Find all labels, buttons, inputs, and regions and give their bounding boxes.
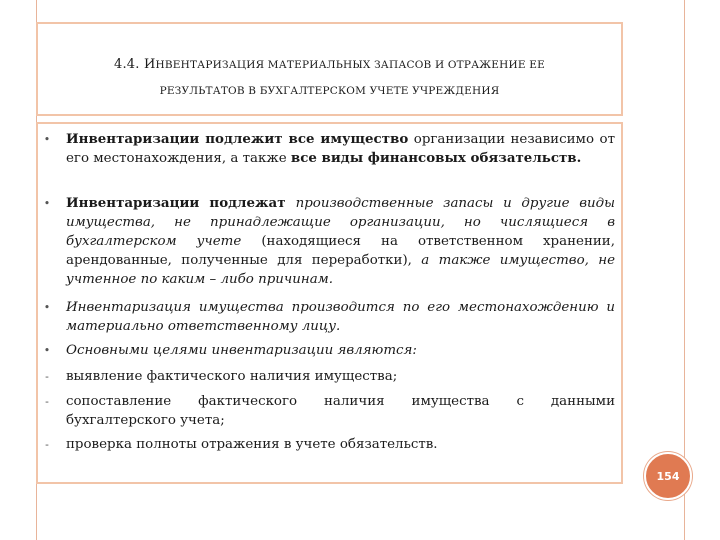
bullet-marker: • (43, 344, 51, 357)
bullet-marker: • (43, 197, 51, 210)
list-item (43, 298, 615, 336)
item-text-part: производственные запасы и другие виды имущества, не принадлежащие организации, но числящиеся в бухгалтерском учете (66, 196, 615, 249)
list-item (43, 194, 616, 289)
list-item (45, 392, 615, 430)
list-item (45, 435, 615, 454)
item-text-part: все виды финансовых обязательств. (290, 150, 582, 166)
item-text-part: проверка полноты отражения в учете обязательств. (66, 437, 438, 452)
item-text-part: сопоставление фактического наличия имущества с данными бухгалтерского учета; (66, 394, 615, 428)
right-frame-line (684, 0, 720, 540)
item-text-part: выявление фактического наличия имущества; (66, 369, 398, 384)
item-text-part: организации независимо от его местонахождения, а также (66, 132, 615, 166)
item-text-part: Основными целями инвентаризации являются: (66, 343, 417, 358)
slide-title (38, 52, 621, 104)
list-item (45, 367, 615, 386)
list-item (43, 130, 615, 168)
item-text-part: Инвентаризации подлежат (66, 195, 296, 211)
item-text-part: а также имущество, не учтенное по каким – либо причинам. (66, 253, 616, 287)
title-line2: РЕЗУЛЬТАТОВ В БУХГАЛТЕРСКОМ УЧЕТЕ УЧРЕЖДЕНИЯ (159, 85, 500, 97)
left-frame-line (0, 0, 37, 540)
dash-marker: - (45, 438, 49, 451)
page-number-badge: 154 (644, 452, 692, 500)
title-prefix: 4.4. И (114, 57, 156, 72)
item-text-part: Инвентаризация имущества производится по его местонахождению и материально ответственному лицу. (66, 300, 615, 334)
item-text-part: (находящиеся на ответственном хранении, арендованные, полученные для переработки), (66, 234, 615, 268)
list-item (43, 341, 615, 360)
item-text-part: Инвентаризации подлежит все имущество (66, 131, 409, 147)
dash-marker: - (45, 395, 49, 408)
title-box (36, 22, 623, 116)
title-line1: НВЕНТАРИЗАЦИЯ МАТЕРИАЛЬНЫХ ЗАПАСОВ И ОТРАЖЕНИЕ ЕЕ (155, 59, 545, 71)
content-box (36, 122, 623, 484)
bullet-marker: • (43, 133, 51, 146)
bullet-marker: • (43, 301, 51, 314)
dash-marker: - (45, 370, 49, 383)
